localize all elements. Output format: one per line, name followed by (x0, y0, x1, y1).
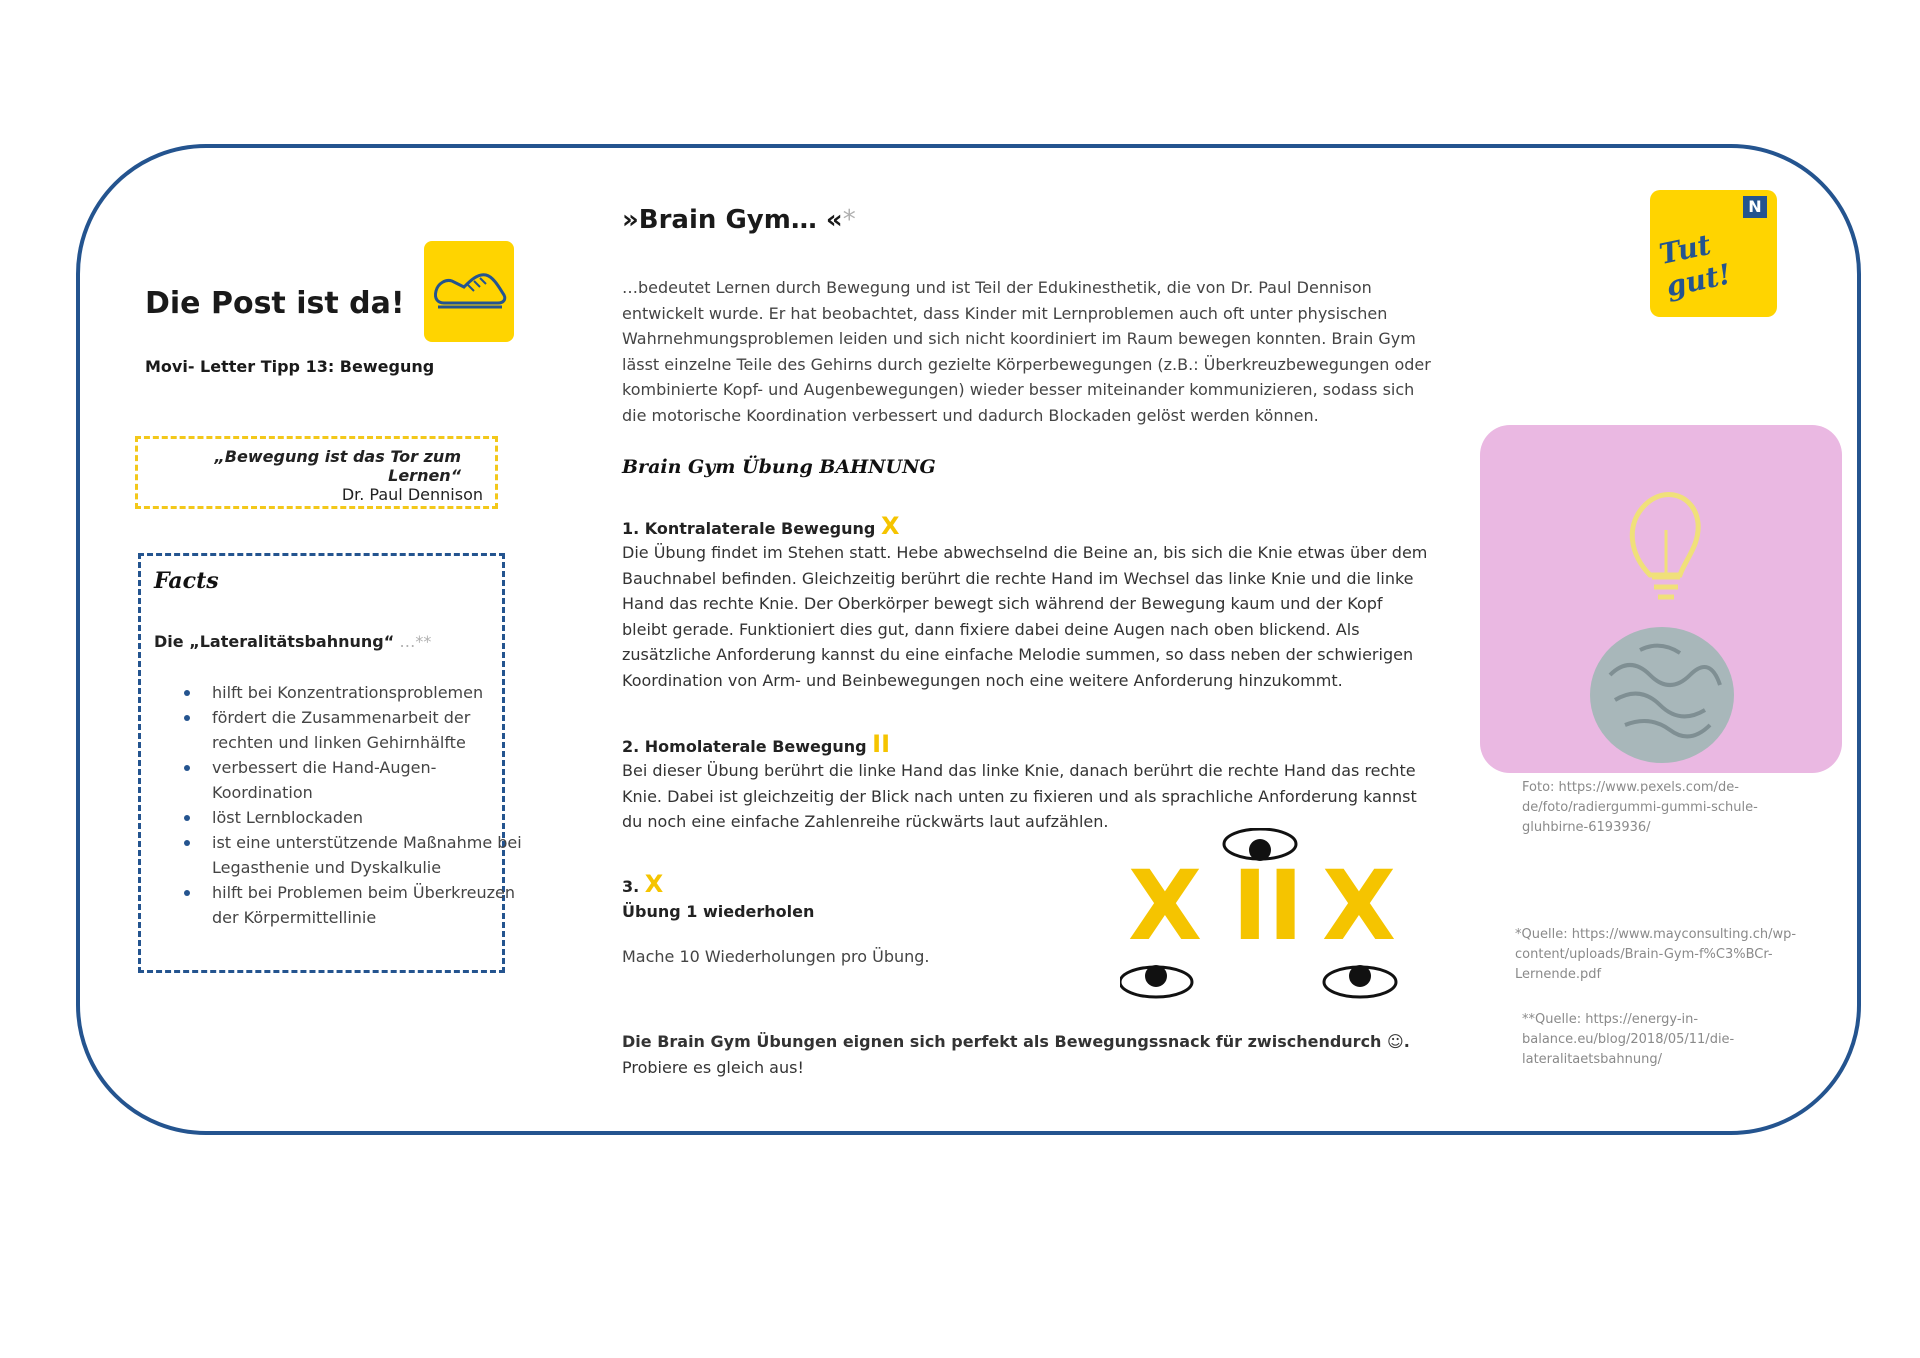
tut-gut-logo (1650, 190, 1777, 317)
list-item: löst Lernblockaden (212, 805, 522, 830)
lat-suffix: …** (394, 632, 432, 651)
step1-symbol: X (880, 512, 900, 540)
step3-sub: Übung 1 wiederholen (622, 902, 815, 921)
lat-label: Die „Lateralitätsbahnung“ (154, 632, 395, 651)
list-item: hilft bei Problemen beim Überkreuzen der Körpermittellinie (212, 880, 522, 930)
photo-credit: Foto: https://www.pexels.com/de-de/foto/radiergummi-gummi-schule-gluhbirne-6193936/ (1522, 780, 1758, 835)
brain-icon (1590, 627, 1734, 763)
step2 (622, 730, 1432, 835)
list-item: fördert die Zusammenarbeit der rechten und linken Gehirnhälfte (212, 705, 522, 755)
list-item: ist eine unterstützende Maßnahme bei Legasthenie und Dyskalkulie (212, 830, 522, 880)
step2-heading (622, 730, 1432, 758)
closing-text (622, 1029, 1432, 1081)
letter-subtitle: Movi- Letter Tipp 13: Bewegung (145, 357, 435, 376)
step2-symbol: II (872, 730, 891, 758)
eye-icon (1120, 965, 1192, 997)
quote-author: Dr. Paul Dennison (341, 485, 483, 504)
xiix-letter-x1: X (1128, 850, 1203, 962)
page-title: Die Post ist da! (145, 286, 405, 321)
logo-text: Tut gut! (1656, 227, 1734, 304)
step1-title: 1. Kontralaterale Bewegung (622, 519, 876, 538)
repetitions-text: Mache 10 Wiederholungen pro Übung. (622, 947, 930, 966)
step2-text: Bei dieser Übung berührt die linke Hand das linke Knie, danach berührt die rechte Hand das rechte Knie. Dabei ist gleichzeitig der Blick nach unten zu fixieren und als sprachliche Anforderung kannst du noch eine einfache Zahlenreihe rückwärts laut aufzählen. (622, 761, 1417, 831)
quote-text: „Bewegung ist das Tor zum Lernen“ (214, 447, 461, 485)
xiix-letter-x2: X (1322, 850, 1397, 962)
eye-icon (1324, 965, 1396, 997)
title-star: * (842, 205, 856, 235)
xiix-letter-ii: II (1232, 850, 1304, 962)
step3-title: 3. (622, 877, 640, 896)
brain-photo (1480, 425, 1842, 773)
brain-gym-title-text: »Brain Gym… « (622, 205, 843, 235)
lightbulb-icon (1632, 495, 1698, 597)
step3-symbol: X (644, 870, 664, 898)
step1 (622, 512, 1432, 693)
closing-bold: Die Brain Gym Übungen eignen sich perfekt als Bewegungssnack für zwischendurch ☺. (622, 1032, 1410, 1051)
step3 (622, 870, 930, 966)
closing-line: Probiere es gleich aus! (622, 1058, 804, 1077)
list-item: verbessert die Hand-Augen-Koordination (212, 755, 522, 805)
source-1: *Quelle: https://www.mayconsulting.ch/wp-content/uploads/Brain-Gym-f%C3%BCr-Lernende.pdf (1515, 927, 1797, 982)
facts-title: Facts (154, 568, 219, 594)
brain-gym-title (622, 205, 856, 235)
quote-box (135, 436, 498, 509)
intro-text: …bedeutet Lernen durch Bewegung und ist Teil der Edukinesthetik, die von Dr. Paul Dennison entwickelt wurde. Er hat beobachtet, dass Kinder mit Lernproblemen auch oft unter physischen Wahrnehmungsproblemen leiden und sich nicht koordiniert im Raum bewegen konnten. Brain Gym lässt einzelne Teile des Gehirns durch gezielte Körperbewegungen (z.B.: Überkreuzbewegungen oder kombinierte Kopf- und Augenbewegungen) wieder besser miteinander kommunizieren, sodass sich die motorische Koordination verbessert und dadurch Blockaden gelöst werden können. (622, 278, 1431, 425)
lateralitaet-heading (154, 632, 431, 651)
step1-heading (622, 512, 1432, 540)
logo-badge: N (1743, 196, 1767, 218)
step3-heading (622, 870, 930, 898)
source-2: **Quelle: https://energy-in-balance.eu/blog/2018/05/11/die-lateralitaetsbahnung/ (1522, 1012, 1735, 1067)
exercise-title: Brain Gym Übung BAHNUNG (622, 456, 936, 478)
shoe-icon (424, 241, 514, 342)
step1-text: Die Übung findet im Stehen statt. Hebe abwechselnd die Beine an, bis sich die Knie etwas über dem Bauchnabel befinden. Gleichzeitig berührt die rechte Hand im Wechsel das linke Knie und die linke Hand das rechte Knie. Der Oberkörper bewegt sich während der Bewegung kaum und der Kopf bleibt gerade. Funktioniert dies gut, dann fixiere dabei deine Augen nach oben blickend. Als zusätzliche Anforderung kannst du eine einfache Melodie summen, so dass neben der schwierigen Koordination von Arm- und Beinbewegungen noch eine weitere Anforderung hinzukommt. (622, 543, 1428, 690)
step2-title: 2. Homolaterale Bewegung (622, 737, 867, 756)
list-item: hilft bei Konzentrationsproblemen (212, 680, 522, 705)
facts-list (180, 680, 522, 930)
